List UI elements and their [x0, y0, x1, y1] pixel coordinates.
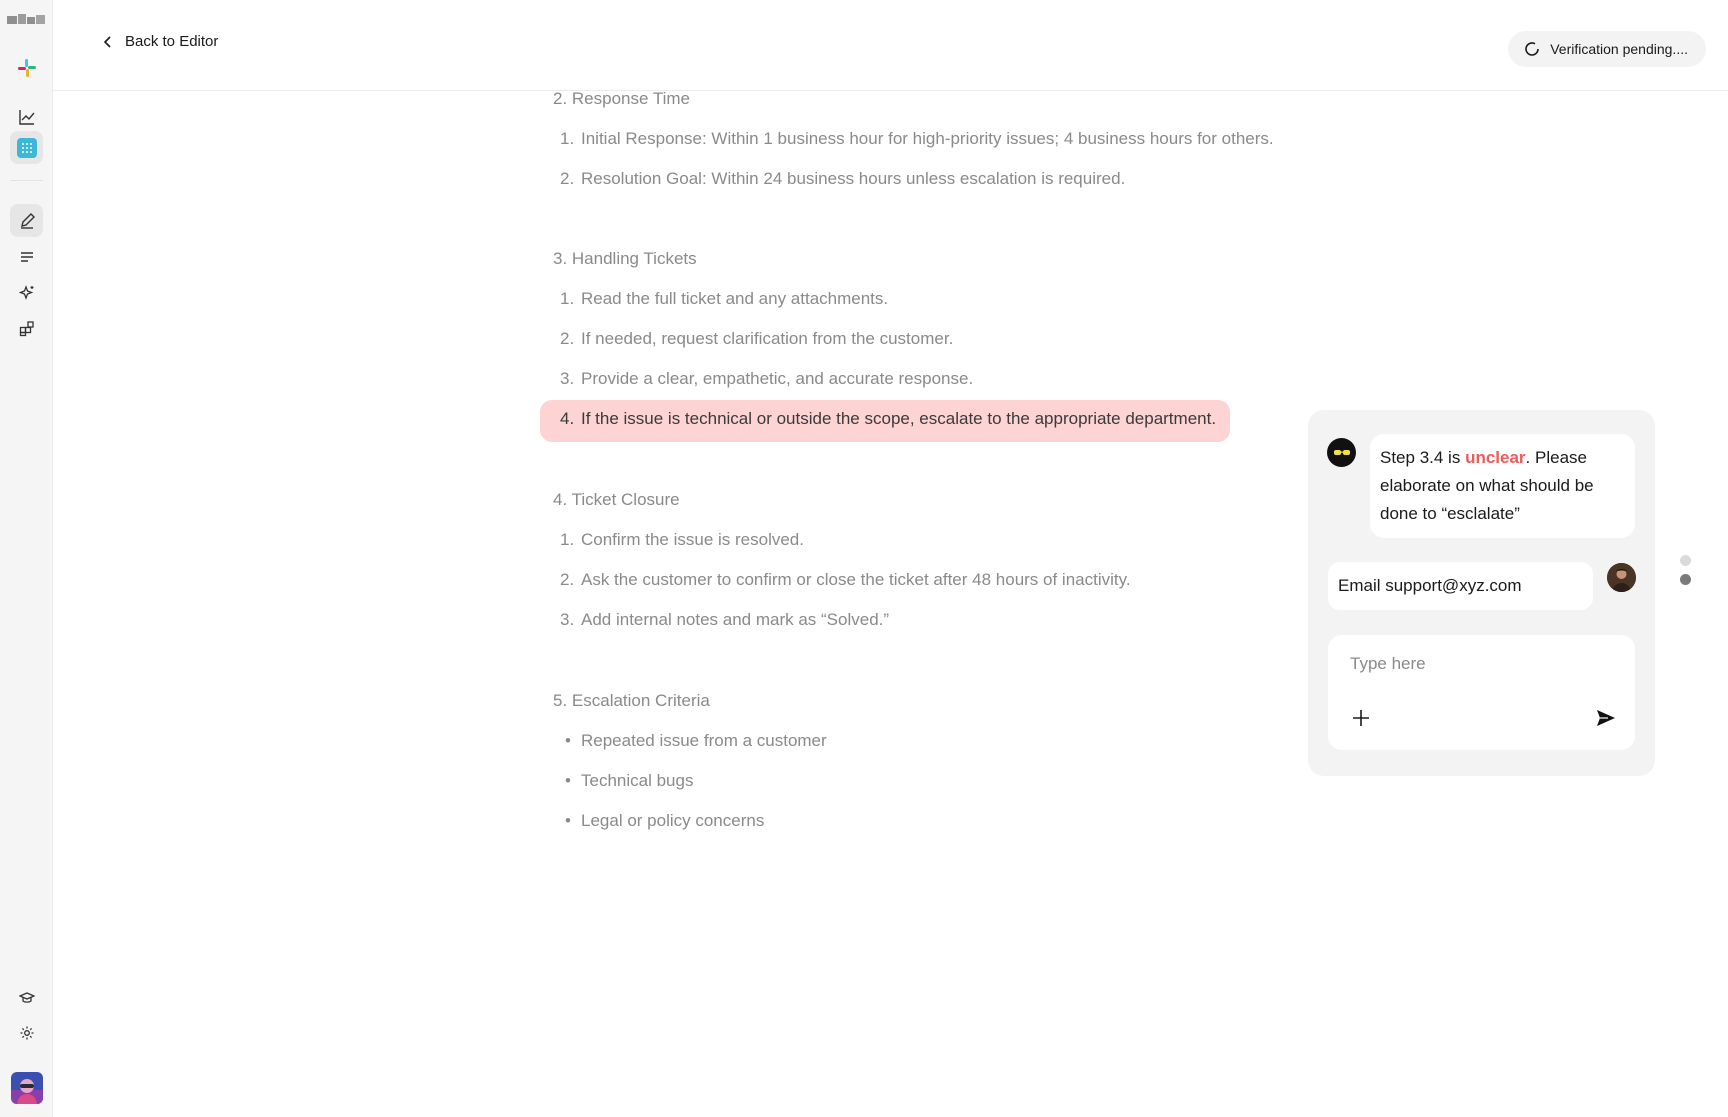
list-item: [553, 169, 1125, 189]
list-item: [553, 329, 953, 349]
verification-status-text: Verification pending....: [1550, 41, 1688, 57]
list-marker: 4.: [560, 409, 575, 428]
loading-spinner-icon: [1524, 41, 1540, 57]
bot-message-text: Step 3.4 is: [1380, 448, 1466, 467]
list-item-text: Repeated issue from a customer: [581, 731, 827, 750]
list-item: [553, 811, 764, 831]
list-item-text: Add internal notes and mark as “Solved.”: [581, 610, 890, 629]
list-item: [553, 610, 889, 630]
list-marker: •: [565, 771, 571, 790]
section-title: 2. Response Time: [553, 89, 691, 108]
bot-message-emphasis: unclear: [1465, 448, 1526, 467]
list-marker: 1.: [560, 289, 575, 308]
bot-message-text-rest: . Please elaborate on what should be done to “esclalate”: [1380, 448, 1594, 523]
list-item: [553, 289, 888, 309]
pager-dot[interactable]: [1680, 555, 1691, 566]
list-marker: •: [565, 731, 571, 750]
app-logo: [7, 13, 45, 27]
list-item-text: Resolution Goal: Within 24 business hours unless escalation is required.: [581, 169, 1126, 188]
list-marker: 2.: [560, 329, 575, 348]
bot-message: [1370, 434, 1635, 538]
analytics-chart-icon[interactable]: [10, 100, 43, 133]
pager-dot-active[interactable]: [1680, 574, 1691, 585]
message-composer: [1328, 635, 1635, 750]
list-item: [553, 731, 827, 751]
settings-gear-icon[interactable]: [10, 1016, 43, 1049]
list-marker: 3.: [560, 610, 575, 629]
list-item-text: If needed, request clarification from the customer.: [581, 329, 954, 348]
sparkle-ai-icon[interactable]: [10, 276, 43, 309]
user-message-avatar: [1607, 563, 1636, 592]
list-marker: 3.: [560, 369, 575, 388]
list-item: [553, 771, 693, 791]
user-message-text: Email support@xyz.com: [1338, 576, 1522, 595]
document-lines-icon[interactable]: [10, 240, 43, 273]
list-marker: 2.: [560, 169, 575, 188]
section-title: 4. Ticket Closure: [553, 490, 680, 509]
edit-pencil-icon[interactable]: [10, 204, 43, 237]
list-item-text: Technical bugs: [581, 771, 694, 790]
list-item-text: Initial Response: Within 1 business hour for high-priority issues; 4 business hours for others.: [581, 129, 1274, 148]
list-item: [553, 530, 804, 550]
add-attachment-button[interactable]: [1348, 705, 1374, 731]
list-item-text: Confirm the issue is resolved.: [581, 530, 804, 549]
list-item: [553, 369, 973, 389]
top-bar: [53, 0, 1728, 91]
graduation-cap-icon[interactable]: [10, 981, 43, 1014]
send-arrow-icon: [1596, 709, 1616, 727]
list-item-text: If the issue is technical or outside the scope, escalate to the appropriate department.: [581, 409, 1217, 428]
section-title: 3. Handling Tickets: [553, 249, 697, 268]
plus-icon: [1352, 709, 1370, 727]
back-to-editor-label: Back to Editor: [125, 33, 219, 50]
list-item-text: Read the full ticket and any attachments.: [581, 289, 889, 308]
list-marker: 1.: [560, 530, 575, 549]
list-marker: •: [565, 811, 571, 830]
panel-pager: [1680, 555, 1692, 593]
list-marker: 1.: [560, 129, 575, 148]
bot-glasses-icon: [1333, 448, 1351, 458]
sidebar-divider: [10, 180, 43, 181]
grid-app-icon[interactable]: [10, 131, 43, 164]
chevron-left-icon: [103, 36, 113, 48]
review-chat-panel: [1308, 410, 1655, 776]
slack-icon[interactable]: [10, 51, 43, 84]
integrations-icon[interactable]: [10, 312, 43, 345]
list-item-highlighted[interactable]: [553, 409, 1216, 429]
list-item: [553, 570, 1131, 590]
sidebar: [0, 0, 53, 1117]
back-to-editor-button[interactable]: [103, 33, 218, 50]
section-title: 5. Escalation Criteria: [553, 691, 710, 710]
list-item-text: Legal or policy concerns: [581, 811, 765, 830]
user-avatar[interactable]: [11, 1072, 43, 1104]
verification-status-badge: [1508, 31, 1706, 67]
list-item: [553, 129, 1274, 149]
message-input[interactable]: [1350, 649, 1610, 679]
list-marker: 2.: [560, 570, 575, 589]
user-message: [1328, 562, 1593, 610]
send-button[interactable]: [1593, 705, 1619, 731]
list-item-text: Provide a clear, empathetic, and accurate response.: [581, 369, 974, 388]
bot-avatar: [1327, 438, 1356, 467]
list-item-text: Ask the customer to confirm or close the ticket after 48 hours of inactivity.: [581, 570, 1131, 589]
